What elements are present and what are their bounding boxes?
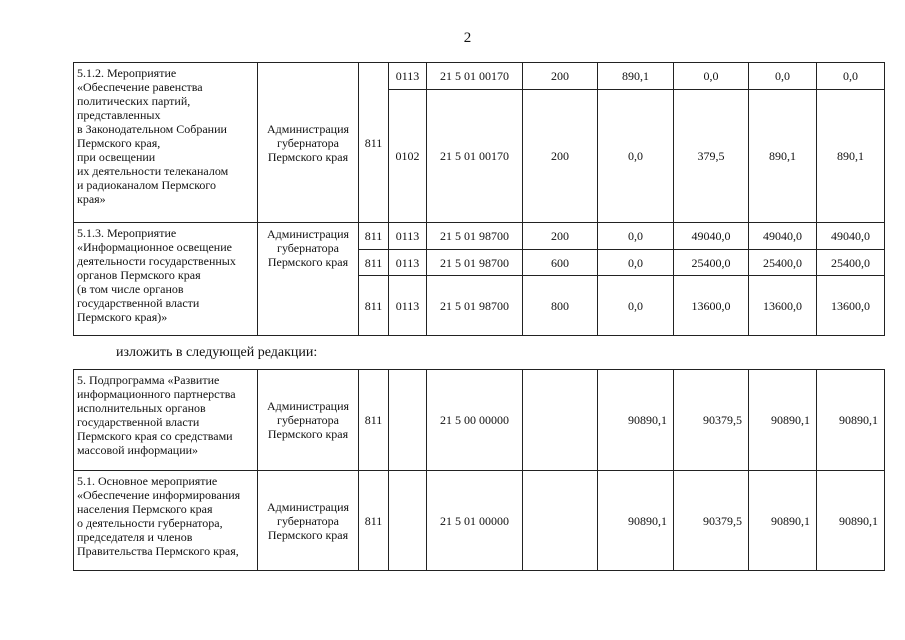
value-cell: 90890,1 [817,370,885,471]
value-cell: 13600,0 [749,276,817,336]
budget-table-new [73,369,885,571]
value-cell: 90379,5 [674,471,749,571]
section-code-cell: 0102 [389,90,427,223]
table-row [74,223,885,250]
grbs-cell: 811 [359,223,389,250]
target-article-cell: 21 5 01 00170 [427,63,523,90]
page-number: 2 [463,30,472,46]
section-code-cell: 0113 [389,276,427,336]
activity-name-cell: 5.1.2. Мероприятие «Обеспечение равенства политических партий, представленных в Законодательном Собрании Пермского края, при освещении их деятельности телеканалом и радиоканалом Пермского края» [74,63,258,223]
target-article-cell: 21 5 01 98700 [427,276,523,336]
expense-type-cell [523,370,598,471]
value-cell: 890,1 [749,90,817,223]
value-cell: 90890,1 [817,471,885,571]
value-cell: 0,0 [749,63,817,90]
administrator-cell: Администрация губернатора Пермского края [258,223,359,336]
section-code-cell [389,471,427,571]
expense-type-cell: 800 [523,276,598,336]
value-cell: 49040,0 [674,223,749,250]
activity-name-cell: 5.1. Основное мероприятие «Обеспечение информирования населения Пермского края о деятельности губернатора, председателя и членов Правительства Пермского края, [74,471,258,571]
expense-type-cell: 200 [523,63,598,90]
value-cell: 0,0 [598,276,674,336]
section-code-cell: 0113 [389,223,427,250]
grbs-cell: 811 [359,471,389,571]
value-cell: 13600,0 [817,276,885,336]
amendment-text: изложить в следующей редакции: [116,345,318,360]
value-cell: 90379,5 [674,370,749,471]
value-cell: 49040,0 [749,223,817,250]
value-cell: 90890,1 [749,471,817,571]
administrator-cell: Администрация губернатора Пермского края [258,63,359,223]
value-cell: 0,0 [598,223,674,250]
value-cell: 90890,1 [598,471,674,571]
expense-type-cell: 600 [523,250,598,276]
value-cell: 0,0 [817,63,885,90]
table-row [74,63,885,90]
value-cell: 0,0 [598,90,674,223]
expense-type-cell: 200 [523,223,598,250]
value-cell: 25400,0 [817,250,885,276]
value-cell: 0,0 [598,250,674,276]
budget-table-old [73,62,885,336]
table-row [74,471,885,571]
value-cell: 49040,0 [817,223,885,250]
section-code-cell: 0113 [389,63,427,90]
grbs-cell: 811 [359,250,389,276]
value-cell: 13600,0 [674,276,749,336]
grbs-cell: 811 [359,63,389,223]
value-cell: 90890,1 [749,370,817,471]
administrator-cell: Администрация губернатора Пермского края [258,471,359,571]
value-cell: 890,1 [817,90,885,223]
table-row [74,370,885,471]
grbs-cell: 811 [359,370,389,471]
target-article-cell: 21 5 01 98700 [427,250,523,276]
section-code-cell: 0113 [389,250,427,276]
grbs-cell: 811 [359,276,389,336]
target-article-cell: 21 5 01 98700 [427,223,523,250]
value-cell: 25400,0 [749,250,817,276]
value-cell: 0,0 [674,63,749,90]
expense-type-cell [523,471,598,571]
target-article-cell: 21 5 01 00170 [427,90,523,223]
expense-type-cell: 200 [523,90,598,223]
value-cell: 379,5 [674,90,749,223]
administrator-cell: Администрация губернатора Пермского края [258,370,359,471]
value-cell: 890,1 [598,63,674,90]
activity-name-cell: 5.1.3. Мероприятие «Информационное освещение деятельности государственных органов Пермского края (в том числе органов государственной власти Пермского края)» [74,223,258,336]
activity-name-cell: 5. Подпрограмма «Развитие информационного партнерства исполнительных органов государственной власти Пермского края со средствами массовой информации» [74,370,258,471]
section-code-cell [389,370,427,471]
target-article-cell: 21 5 00 00000 [427,370,523,471]
value-cell: 90890,1 [598,370,674,471]
target-article-cell: 21 5 01 00000 [427,471,523,571]
value-cell: 25400,0 [674,250,749,276]
